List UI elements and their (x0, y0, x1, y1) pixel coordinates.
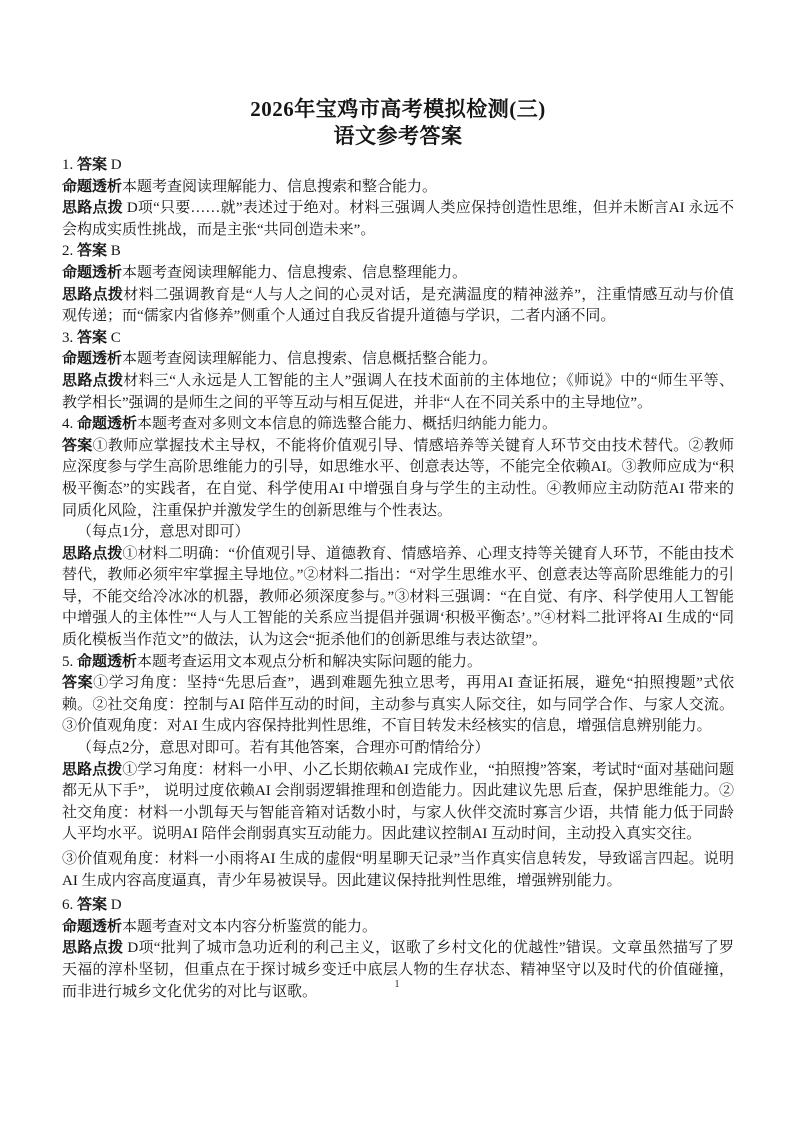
paragraph-text: 材料三“人永远是人工智能的主人”强调人在技术面前的主体地位；《师说》中的“师生平等、教学相长”强调的是师生之间的平等互动与相互促进，并非“人在不同关系中的主导地位”。 (62, 372, 734, 411)
paragraph (62, 285, 734, 328)
paragraph (62, 177, 734, 199)
paragraph-text: 本题考查阅读理解能力、信息搜索和整合能力。 (122, 178, 438, 195)
paragraph (62, 938, 734, 1003)
paragraph-text: 本题考查阅读理解能力、信息搜索、信息整理能力。 (122, 264, 468, 281)
paragraph-text: ①学习角度：材料一小甲、小乙长期依赖AI 完成作业，“拍照搜”答案，考试时“面对基础问题都无从下手”， 说明过度依赖AI 会削弱逻辑推理和创造能力。因此建议先思 后查，保护思维能力。②社交角度：材料一小凯每天与智能音箱对话数小时，与家人伙伴交流时寡言少语，共情 能力低于同龄人平均水平。说明AI 陪伴会削弱真实互动能力。因此建议控制AI 互动时间，主动投入真实交往。 (62, 761, 734, 843)
answer-label: 思路点拨 (62, 940, 124, 957)
paragraph (62, 522, 734, 544)
paragraph (62, 849, 734, 892)
paragraph (62, 673, 734, 738)
paragraph-text: 3. (62, 329, 77, 346)
paragraph-text: B (107, 243, 121, 260)
answer-label: 思路点拨 (62, 545, 123, 562)
paragraph-text: ①材料二明确：“价值观引导、道德教育、情感培养、心理支持等关键育人环节，不能由技术替代，教师必须牢牢掌握主导地位。”②材料二指出：“对学生思维水平、创意表达等高阶思维能力的引导，不能交给冷冰冰的机器，教师必须深度参与。”③材料三强调：“在自觉、有序、科学使用人工智能中增强人的主体性”“人与人工智能的关系应当提倡并强调‘积极平衡态’。”④材料二批评将AI 生成的“同质化模板当作范文”的做法，认为这会“扼杀他们的创新思维与表达欲望”。 (62, 545, 734, 649)
paragraph-text: 6. (62, 897, 77, 914)
paragraph-text: D (107, 157, 122, 173)
answer-label: 思路点拨 (62, 761, 123, 778)
paragraph (62, 895, 734, 917)
answer-label: 答案 (77, 329, 108, 346)
paragraph (62, 544, 734, 652)
answer-label: 思路点拨 (62, 286, 124, 303)
paragraph-text: 本题考查对文本内容分析鉴赏的能力。 (122, 918, 378, 935)
paragraph-text: （每点2分，意思对即可。若有其他答案，合理亦可酌情给分） (77, 740, 490, 757)
paragraph (62, 371, 734, 414)
document-body (62, 155, 734, 1003)
paragraph (62, 198, 734, 241)
paragraph (62, 436, 734, 522)
answer-label: 思路点拨 (62, 200, 123, 217)
paragraph (62, 349, 734, 371)
paragraph-text: 本题考查对多则文本信息的筛选整合能力、概括归纳能力能力。 (137, 416, 558, 433)
paragraph (62, 241, 734, 263)
page-number: 1 (394, 978, 400, 990)
paragraph-text: ③价值观角度：材料一小雨将AI 生成的虚假“明星聊天记录”当作真实信息转发，导致谣言四起。说明AI 生成内容高度逼真，青少年易被误导。因此建议保持批判性思维，增强辨别能力。 (62, 851, 734, 889)
paragraph (62, 155, 734, 177)
answer-label: 答案 (77, 243, 108, 260)
paragraph-text: ①学习角度：坚持“先思后查”，遇到难题先独立思考，再用AI 查证拓展，避免“拍照搜题”式依赖。②社交角度：控制与AI 陪伴互动的时间，主动参与真实人际交往，如与同学合作、与家人交流。③价值观角度：对AI 生成内容保持批判性思维，不盲目转发未经核实的信息，增强信息辨别能力。 (62, 675, 734, 735)
paragraph (62, 652, 734, 674)
paragraph-text: ①教师应掌握技术主导权，不能将价值观引导、情感培养等关键育人环节交由技术替代。②教师应深度参与学生高阶思维能力的引导，如思维水平、创意表达等，不能完全依赖AI。③教师应成为“积极平衡态”的实践者，在自觉、科学使用AI 中增强自身与学生的主动性。④教师应主动防范AI 带来的同质化风险，注重保护并激发学生的创新思维与个性表达。 (62, 437, 734, 519)
paragraph-text: 材料二强调教育是“人与人之间的心灵对话，是充满温度的精神滋养”，注重情感互动与价值观传递；而“儒家内省修养”侧重个人通过自我反省提升道德与学识，二者内涵不同。 (62, 286, 734, 325)
paragraph-text: 2. (62, 243, 77, 260)
paragraph-text: D项“批判了城市急功近利的利己主义，讴歌了乡村文化的优越性”错误。文章虽然描写了罗天福的淳朴坚韧，但重点在于探讨城乡变迁中底层人物的生存状态、精神坚守以及时代的价值碰撞，而非进行城乡文化优劣的对比与讴歌。 (62, 940, 734, 1000)
answer-label: 命题透析 (62, 351, 123, 368)
answer-label: 命题透析 (62, 918, 123, 935)
answer-label: 命题透析 (77, 653, 138, 670)
answer-label: 答案 (62, 437, 93, 454)
paragraph-text: C (107, 329, 121, 346)
paragraph (62, 263, 734, 285)
paragraph (62, 328, 734, 350)
answer-label: 答案 (77, 157, 108, 173)
answer-label: 思路点拨 (62, 372, 124, 389)
paragraph-text: D (107, 897, 122, 914)
answer-label: 命题透析 (62, 178, 123, 195)
paragraph-text: D项“只要……就”表述过于绝对。材料三强调人类应保持创造性思维，但并未断言AI 永远不会构成实质性挑战，而是主张“共同创造未来”。 (62, 200, 734, 238)
paragraph-text: 4. (62, 416, 77, 433)
paragraph-text: 本题考查阅读理解能力、信息搜索、信息概括整合能力。 (122, 351, 498, 368)
paragraph-text: 1. (62, 157, 77, 173)
answer-label: 答案 (77, 897, 108, 914)
paragraph (62, 738, 734, 760)
document-title-line1: 2026年宝鸡市高考模拟检测(三) (250, 97, 546, 121)
paragraph (62, 917, 734, 939)
paragraph-text: 5. (62, 653, 77, 670)
answer-label: 命题透析 (77, 416, 138, 433)
paragraph (62, 760, 734, 846)
answer-label: 命题透析 (62, 264, 123, 281)
document-title-line2: 语文参考答案 (333, 124, 463, 148)
answer-label: 答案 (62, 675, 94, 692)
paragraph-text: 本题考查运用文本观点分析和解决实际问题的能力。 (137, 653, 483, 670)
paragraph (62, 414, 734, 436)
paragraph-text: （每点1分，意思对即可） (77, 524, 250, 541)
